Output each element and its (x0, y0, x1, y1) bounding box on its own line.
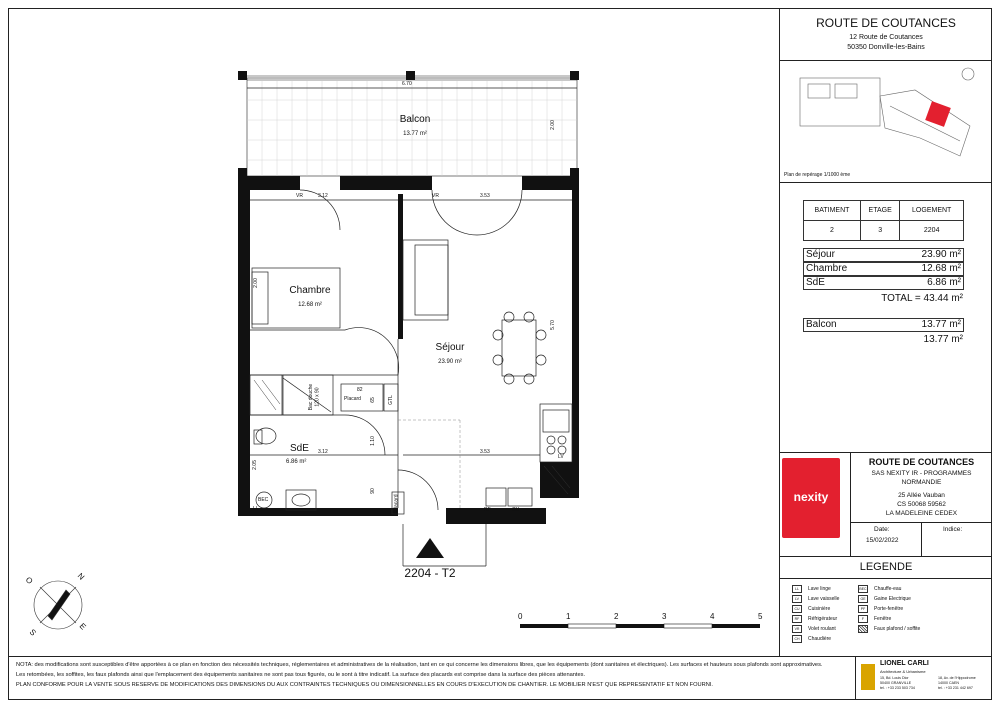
date-label: Date: (874, 526, 890, 533)
surface-total: TOTAL = 43.44 m² (881, 293, 963, 304)
compass-o: O (23, 575, 35, 586)
keyplan-divider (779, 182, 992, 183)
legend-divider (779, 556, 992, 557)
architect-addr-1: 15, Bd. Louis Dior (880, 676, 909, 680)
promoter-cs: CS 50068 59562 (897, 501, 946, 508)
legend-item: BEC Chauffe-eau (859, 586, 902, 592)
nexity-logo-text: nexity (793, 490, 829, 504)
legend-item: PF Porte-fenêtre (858, 605, 903, 613)
lot-table (803, 200, 964, 241)
dim-110: 1.10 (369, 436, 376, 446)
sde-area: 6.86 m² (286, 459, 307, 465)
dim-82: 82 (357, 387, 363, 393)
legend-item: F Fenêtre (858, 615, 891, 623)
surface-row (803, 276, 964, 290)
surface-row (803, 262, 964, 276)
scale-tick-3: 3 (662, 612, 667, 621)
legend-item: CU Cuisinière (792, 605, 830, 613)
architect-addr-4: 14000 CAEN (938, 681, 959, 685)
reperage-caption: Plan de repérage 1/1000 ème (784, 172, 851, 178)
promoter-region: NORMANDIE (901, 479, 942, 486)
architect-name: LIONEL CARLI (880, 660, 929, 667)
walls (238, 176, 579, 524)
legend-item: CH Chaudière (792, 635, 831, 643)
promoter-city: LA MADELEINE CEDEX (885, 510, 958, 517)
architect-logo (861, 664, 875, 690)
architect-tel-2: tel. : +33 231 442 697 (938, 686, 973, 690)
compass-s: S (27, 627, 38, 638)
project-address-1: 12 Route de Coutances (849, 34, 923, 41)
legend-item: LL Lave linge (792, 585, 831, 593)
compass-rose (34, 581, 82, 629)
chambre-area: 12.68 m² (298, 302, 322, 308)
architect-addr-3: 18, Av. de l'Hippodrome (938, 676, 976, 680)
legend-item: RF Réfrigérateur (792, 615, 837, 623)
promoter-divider (779, 452, 992, 453)
dim-205: 2.05 (251, 460, 258, 470)
balcon-depth: 2.00 (549, 120, 556, 130)
sejour-height-dim: 5.70 (549, 320, 556, 330)
legend-item: Faux plafond / soffite (858, 625, 920, 633)
balcon-row (803, 318, 964, 332)
lot-header-logement: LOGEMENT (900, 201, 964, 221)
scale-tick-2: 2 (614, 612, 619, 621)
architect-addr-2: 50400 GRANVILLE (880, 681, 912, 685)
promoter-title: ROUTE DE COUTANCES (868, 457, 975, 467)
architect-tel-1: tel. : +33 233 503 734 (880, 686, 915, 690)
date-indice-divider (921, 522, 922, 556)
lot-header-etage: ETAGE (860, 201, 899, 221)
lot-value-logement: 2204 (900, 221, 964, 241)
sejour-name: Séjour (435, 342, 465, 353)
lot-value-etage: 3 (860, 221, 899, 241)
note-line-3: PLAN CONFORME POUR LA VENTE SOUS RESERVE DE MODIFICATIONS DES DIMENSIONS DU AUX CONTRAINTES TECHNIQUES OU DIMENSIONNELLES EN COURS D'EXECUTION DE CHANTIER. LE MOBILIER N'EST QUE REPRESENTATIF ET NON FOURNI. (16, 682, 713, 688)
compass-n: N (75, 571, 87, 582)
bottom-notes-divider (8, 656, 992, 657)
bac-douche-dim: 120 x 90 (314, 387, 321, 407)
legend-title: LEGENDE (859, 561, 913, 573)
balcon-area: 13.77 m² (403, 131, 427, 137)
surface-value: 23.90 m² (921, 249, 961, 260)
architect-divider (855, 656, 856, 700)
indice-label: Indice: (943, 526, 963, 533)
header-divider (779, 60, 992, 61)
pf1-label: PF 1m x 2.2m (302, 178, 334, 184)
balcony-tiles (247, 80, 577, 176)
gtl-label: GTL (387, 395, 394, 405)
note-line-1: NOTA: des modifications sont susceptibles d'être apportées à ce plan en fonction des nécessités techniques, réglementaires et administratives de la réalisation, tant en ce qui concerne les dimensions libres, que les équipements (dont sanitaires et électriques). Les surfaces et hauteurs sous plafonds sont approximatives. (16, 662, 823, 668)
dim-353-bottom: 3.53 (480, 449, 490, 455)
lv-label: LV (558, 454, 564, 460)
date-value: 15/02/2022 (866, 537, 899, 544)
scale-tick-5: 5 (758, 612, 763, 621)
placard-label-2: Placard (393, 494, 400, 512)
scale-tick-4: 4 (710, 612, 715, 621)
hatched-areas (251, 380, 570, 494)
sde-name: SdE (290, 443, 309, 454)
ll-label: LL (253, 506, 259, 512)
lot-value-batiment: 2 (804, 221, 861, 241)
project-address-2: 50350 Donville-les-Bains (847, 44, 925, 51)
chambre-name: Chambre (289, 285, 331, 296)
surface-label: Séjour (806, 249, 835, 260)
surface-label: Chambre (806, 263, 848, 274)
rf-label: RF (484, 507, 491, 513)
balcon-name: Balcon (399, 114, 431, 125)
surface-row (803, 248, 964, 262)
bac-douche-label: Bac douche (308, 383, 315, 411)
dim-65: 65 (369, 397, 376, 403)
unit-label: 2204 - T2 (404, 566, 456, 580)
architect-subtitle: Architecture & Urbanisme (880, 669, 926, 674)
site-plan (790, 66, 980, 166)
balcon-row-value: 13.77 m² (921, 319, 961, 330)
legend-item: VR Volet roulant (792, 625, 836, 633)
balcon-width: 6.70 (402, 81, 412, 87)
sejour-area: 23.90 m² (438, 359, 462, 365)
legend-item: LV Lave vaisselle (792, 595, 839, 603)
pf2-label: PF 2m x 2.2m (462, 178, 494, 184)
dim-200: 2.00 (252, 278, 259, 288)
vr-label-2: VR (432, 193, 439, 199)
project-name: ROUTE DE COUTANCES (816, 16, 956, 30)
promoter-street: 25 Allée Vauban (898, 492, 945, 499)
balcon-row-label: Balcon (806, 319, 837, 330)
lot-header-batiment: BATIMENT (804, 201, 861, 221)
note-line-2: Les retombées, les soffites, les faux plafonds ainsi que l'emplacement des équipements sanitaires ne sont pas tous figurés, ou le sont à titre indicatif. La surface des placards est comprise dans la surface des pièces attenantes. (16, 672, 586, 678)
surface-value: 12.68 m² (921, 263, 961, 274)
scale-bar (520, 624, 760, 628)
legend-item: GE Gaine Electrique (858, 595, 911, 603)
scale-tick-1: 1 (566, 612, 571, 621)
promoter-company: SAS NEXITY IR - PROGRAMMES (871, 470, 972, 477)
surface-label: SdE (806, 277, 825, 288)
legend-title-divider (779, 578, 992, 579)
vr-label-1: VR (296, 193, 303, 199)
dim-353-top: 3.53 (480, 193, 490, 199)
scale-tick-0: 0 (518, 612, 523, 621)
balcon-total: 13.77 m² (923, 334, 963, 345)
surface-value: 6.86 m² (927, 277, 961, 288)
dim-312-top: 3.12 (318, 193, 328, 199)
dim-90: 90 (369, 488, 376, 494)
bec-label: BEC (258, 497, 269, 503)
entrance-arrow (416, 538, 444, 558)
placard-label-1: Placard (344, 396, 361, 402)
dim-312-bottom: 3.12 (318, 449, 328, 455)
cu-label: CU (512, 507, 520, 513)
compass-e: E (77, 621, 88, 632)
